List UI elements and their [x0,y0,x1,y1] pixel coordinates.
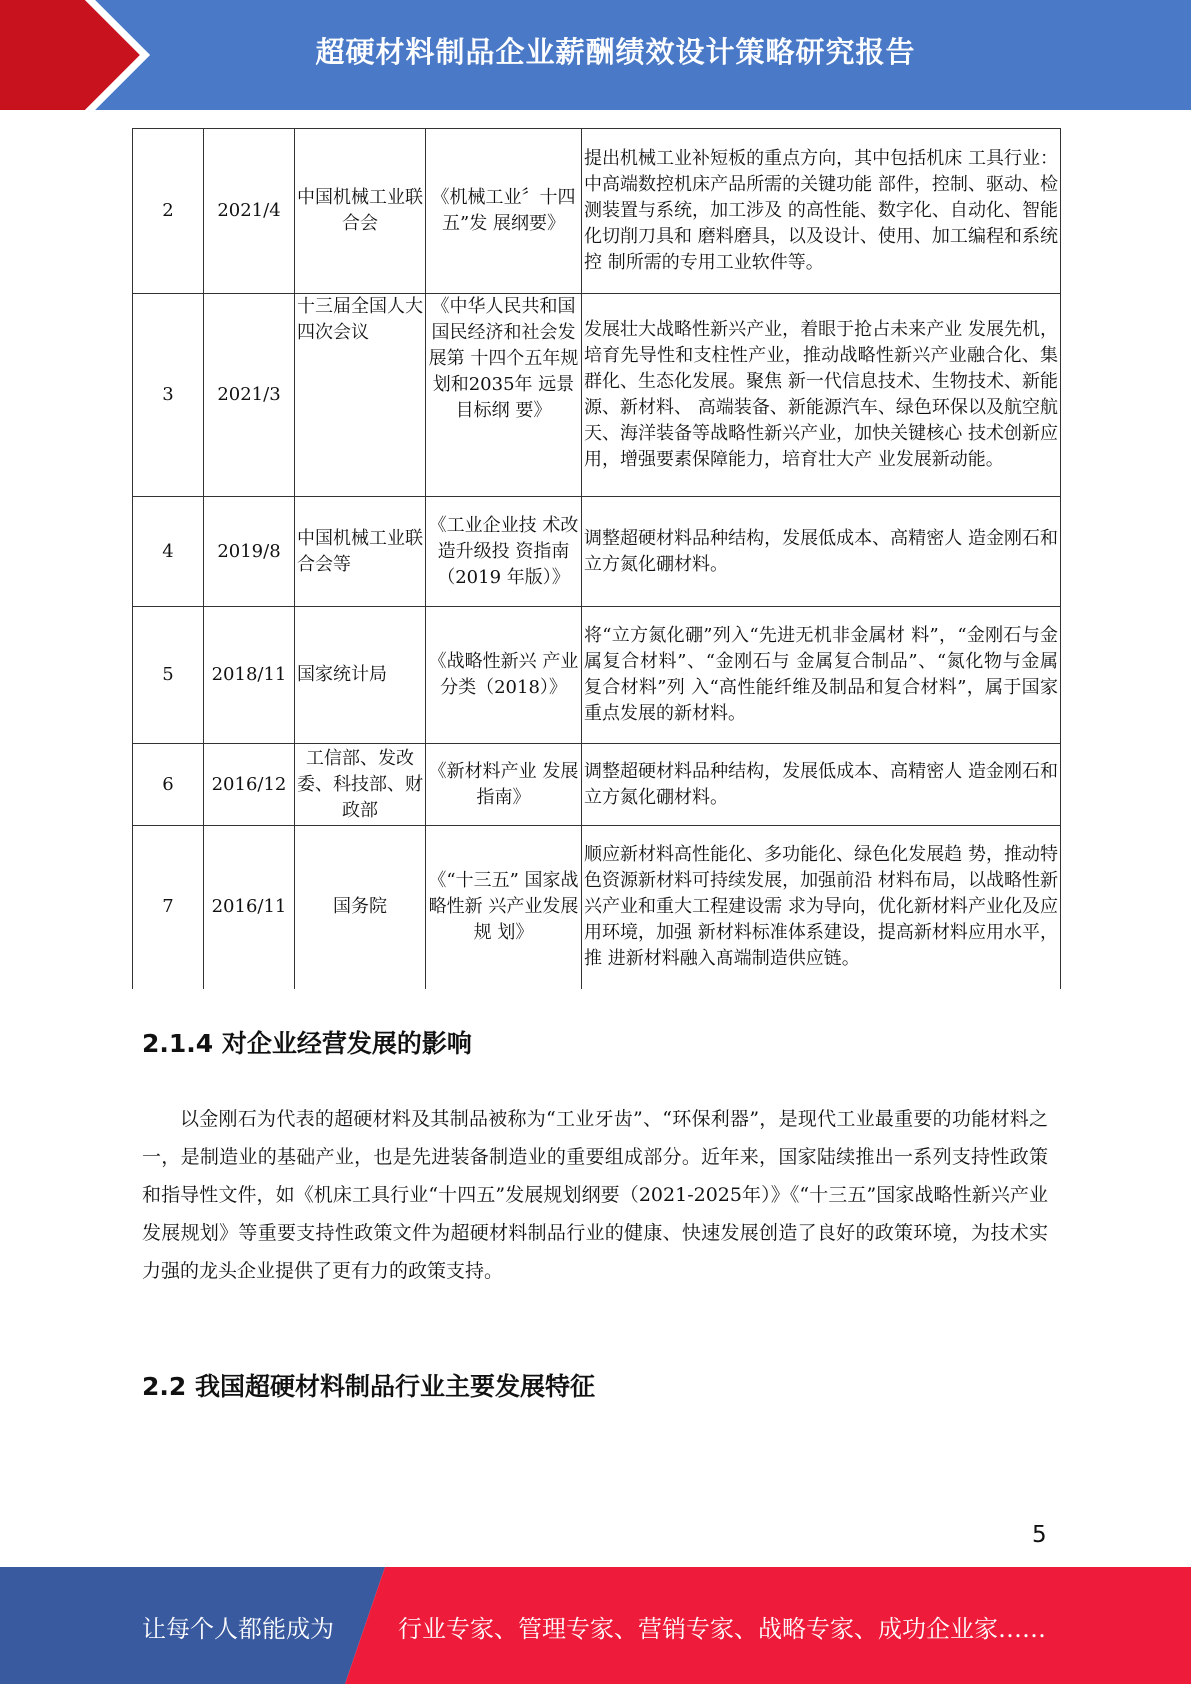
row-organization: 中国机械工业联合会等 [295,497,426,607]
row-date: 2021/3 [204,294,295,497]
footer-slogan-right: 行业专家、管理专家、营销专家、战略专家、成功企业家…… [398,1615,1046,1643]
section-heading-2-2: 2.2 我国超硬材料制品行业主要发展特征 [142,1372,595,1401]
row-organization: 国务院 [295,826,426,989]
row-document: 《“十三五” 国家战略性新 兴产业发展规 划》 [426,826,582,989]
row-date: 2016/11 [204,826,295,989]
row-date: 2018/11 [204,607,295,744]
page-footer [0,1567,1191,1684]
row-number: 5 [133,607,204,744]
row-document: 《机械工业〞十四五”发 展纲要》 [426,129,582,294]
row-number: 2 [133,129,204,294]
table-row [133,497,1061,607]
table-row [133,826,1061,989]
body-paragraph: 以金刚石为代表的超硬材料及其制品被称为“工业牙齿”、“环保利器”，是现代工业最重要的功能材料之一，是制造业的基础产业，也是先进装备制造业的重要组成部分。近年来，国家陆续推出一系列支持性政策和指导性文件，如《机床工具行业“十四五”发展规划纲要（2021-2025年）》《“十三五”国家战略性新兴产业发展规划》等重要支持性政策文件为超硬材料制品行业的健康、快速发展创造了良好的政策环境，为技术实力强的龙头企业提供了更有力的政策支持。 [142,1108,1048,1282]
table-row [133,744,1061,826]
footer-slogan-left: 让每个人都能成为 [142,1615,334,1643]
row-number: 4 [133,497,204,607]
row-number: 6 [133,744,204,826]
page-number: 5 [1032,1522,1047,1548]
row-date: 2016/12 [204,744,295,826]
header-title: 超硬材料制品企业薪酬绩效设计策略研究报告 [315,35,916,69]
row-date: 2021/4 [204,129,295,294]
row-content: 将“立方氮化硼”列入“先进无机非金属材 料”，“金刚石与金属复合材料”、“金刚石与 金属复合制品”、“氮化物与金属复合材料”列 入“高性能纤维及制品和复合材料”，属于国家 重点发展的新材料。 [582,607,1061,744]
table-row [133,294,1061,497]
section-heading-2-1-4: 2.1.4 对企业经营发展的影响 [142,1029,472,1058]
page-header [0,0,1191,110]
table-row [133,607,1061,744]
row-organization: 工信部、发改委、科技部、财政部 [295,744,426,826]
row-organization: 国家统计局 [295,607,426,744]
row-document: 《新材料产业 发展指南》 [426,744,582,826]
row-document: 《战略性新兴 产业分类（2018）》 [426,607,582,744]
row-content: 发展壮大战略性新兴产业，着眼于抢占未来产业 发展先机，培育先导性和支柱性产业，推动战略性新兴产业融合化、集群化、生态化发展。聚焦 新一代信息技术、生物技术、新能源、新材料、 高端装备、新能源汽车、绿色环保以及航空航 天、海洋装备等战略性新兴产业，加快关键核心 技术创新应用，增强要素保障能力，培育壮大产 业发展新动能。 [582,294,1061,497]
row-document: 《中华人民共和国国民经济和社会发展第 十四个五年规 划和2035年 远景目标纲 要》 [426,294,582,497]
row-content: 提出机械工业补短板的重点方向，其中包括机床 工具行业：中高端数控机床产品所需的关键功能 部件，控制、驱动、检测装置与系统，加工涉及 的高性能、数字化、自动化、智能化切削刀具和 磨料磨具，以及设计、使用、加工编程和系统控 制所需的专用工业软件等。 [582,129,1061,294]
row-date: 2019/8 [204,497,295,607]
table-row [133,129,1061,294]
row-content: 调整超硬材料品种结构，发展低成本、高精密人 造金刚石和立方氮化硼材料。 [582,744,1061,826]
row-number: 3 [133,294,204,497]
row-number: 7 [133,826,204,989]
row-content: 顺应新材料高性能化、多功能化、绿色化发展趋 势，推动特色资源新材料可持续发展，加强前沿 材料布局，以战略性新兴产业和重大工程建设需 求为导向，优化新材料产业化及应用环境，加强 新材料标准体系建设，提高新材料应用水平，推 进新材料融入髙端制造供应链。 [582,826,1061,989]
row-organization: 中国机械工业联合会 [295,129,426,294]
row-document: 《工业企业技 术改造升级投 资指南（2019 年版）》 [426,497,582,607]
row-content: 调整超硬材料品种结构，发展低成本、高精密人 造金刚石和立方氮化硼材料。 [582,497,1061,607]
policy-table [132,128,1061,989]
row-organization: 十三届全国人大四次会议 [295,294,426,497]
